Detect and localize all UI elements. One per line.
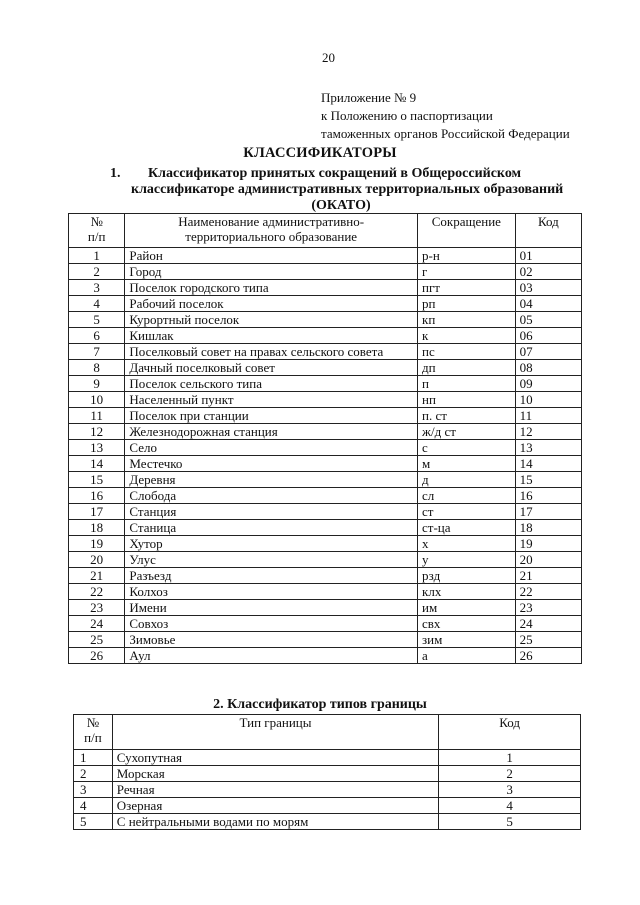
cell-code: 01	[515, 248, 581, 264]
header-abbreviation: Сокращение	[418, 214, 516, 248]
cell-number: 20	[69, 552, 125, 568]
table-row	[69, 536, 582, 552]
header-name: Наименование административно- территориального образование	[125, 214, 418, 248]
cell-code: 2	[439, 766, 581, 782]
cell-name: Улус	[125, 552, 418, 568]
table-row	[69, 408, 582, 424]
cell-number: 11	[69, 408, 125, 424]
cell-name: Населенный пункт	[125, 392, 418, 408]
cell-code: 06	[515, 328, 581, 344]
cell-code: 12	[515, 424, 581, 440]
cell-name: Слобода	[125, 488, 418, 504]
cell-code: 4	[439, 798, 581, 814]
cell-number: 16	[69, 488, 125, 504]
cell-code: 07	[515, 344, 581, 360]
table-row	[69, 600, 582, 616]
table-row	[69, 248, 582, 264]
cell-number: 25	[69, 632, 125, 648]
cell-code: 26	[515, 648, 581, 664]
cell-abbreviation: рзд	[418, 568, 516, 584]
header-number: № п/п	[69, 214, 125, 248]
border-types-table	[73, 714, 581, 830]
cell-code: 21	[515, 568, 581, 584]
cell-abbreviation: с	[418, 440, 516, 456]
cell-number: 3	[69, 280, 125, 296]
section-1-number: 1.	[110, 166, 121, 181]
cell-code: 20	[515, 552, 581, 568]
cell-number: 1	[69, 248, 125, 264]
table-row	[69, 648, 582, 664]
cell-abbreviation: им	[418, 600, 516, 616]
table-row	[69, 424, 582, 440]
cell-abbreviation: пс	[418, 344, 516, 360]
table-row	[74, 798, 581, 814]
cell-number: 4	[69, 296, 125, 312]
section-1-title-line-2: классификаторе административных территориальных образований	[131, 182, 564, 197]
cell-abbreviation: х	[418, 536, 516, 552]
table-row	[69, 616, 582, 632]
cell-name: Город	[125, 264, 418, 280]
table-row	[69, 504, 582, 520]
cell-number: 12	[69, 424, 125, 440]
cell-abbreviation: пгт	[418, 280, 516, 296]
cell-number: 9	[69, 376, 125, 392]
cell-number: 23	[69, 600, 125, 616]
table-row	[69, 360, 582, 376]
cell-name: Поселок при станции	[125, 408, 418, 424]
cell-code: 15	[515, 472, 581, 488]
cell-border-type: Морская	[112, 766, 438, 782]
cell-code: 1	[439, 750, 581, 766]
table-row	[69, 392, 582, 408]
table-row	[69, 472, 582, 488]
cell-border-type: Озерная	[112, 798, 438, 814]
cell-code: 14	[515, 456, 581, 472]
table-header-row	[74, 715, 581, 750]
table-row	[69, 520, 582, 536]
table-row	[69, 552, 582, 568]
cell-number: 21	[69, 568, 125, 584]
cell-number: 8	[69, 360, 125, 376]
cell-code: 04	[515, 296, 581, 312]
cell-number: 19	[69, 536, 125, 552]
table-row	[74, 782, 581, 798]
header-number: № п/п	[74, 715, 113, 750]
table-row	[69, 264, 582, 280]
cell-number: 2	[69, 264, 125, 280]
table-row	[74, 766, 581, 782]
section-2-title: 2. Классификатор типов границы	[213, 697, 427, 712]
cell-name: Совхоз	[125, 616, 418, 632]
cell-name: Станица	[125, 520, 418, 536]
cell-abbreviation: зим	[418, 632, 516, 648]
cell-abbreviation: ст	[418, 504, 516, 520]
cell-code: 25	[515, 632, 581, 648]
appendix-line-3: таможенных органов Российской Федерации	[321, 126, 570, 141]
cell-abbreviation: р-н	[418, 248, 516, 264]
section-1-title-line-3: (ОКАТО)	[311, 198, 371, 213]
cell-name: Аул	[125, 648, 418, 664]
cell-number: 26	[69, 648, 125, 664]
cell-number: 5	[74, 814, 113, 830]
cell-border-type: Сухопутная	[112, 750, 438, 766]
cell-name: Кишлак	[125, 328, 418, 344]
cell-number: 4	[74, 798, 113, 814]
cell-number: 1	[74, 750, 113, 766]
cell-name: Село	[125, 440, 418, 456]
cell-code: 17	[515, 504, 581, 520]
cell-name: Станция	[125, 504, 418, 520]
cell-abbreviation: у	[418, 552, 516, 568]
cell-code: 24	[515, 616, 581, 632]
cell-name: Колхоз	[125, 584, 418, 600]
table-row	[69, 488, 582, 504]
page-number: 20	[322, 50, 335, 65]
table-row	[69, 344, 582, 360]
okato-abbreviations-table	[68, 213, 582, 664]
cell-name: Рабочий поселок	[125, 296, 418, 312]
table-row	[74, 750, 581, 766]
cell-number: 18	[69, 520, 125, 536]
cell-abbreviation: свх	[418, 616, 516, 632]
table-row	[69, 568, 582, 584]
cell-number: 3	[74, 782, 113, 798]
cell-abbreviation: сл	[418, 488, 516, 504]
cell-border-type: Речная	[112, 782, 438, 798]
section-1-title	[110, 166, 600, 214]
section-1-title-line-1: Классификатор принятых сокращений в Общероссийском	[148, 166, 522, 181]
table-row	[69, 280, 582, 296]
cell-code: 18	[515, 520, 581, 536]
cell-abbreviation: д	[418, 472, 516, 488]
table-row	[69, 328, 582, 344]
table-row	[69, 632, 582, 648]
main-title: КЛАССИФИКАТОРЫ	[243, 145, 397, 161]
cell-code: 03	[515, 280, 581, 296]
cell-abbreviation: п. ст	[418, 408, 516, 424]
cell-abbreviation: к	[418, 328, 516, 344]
cell-code: 23	[515, 600, 581, 616]
cell-abbreviation: ж/д ст	[418, 424, 516, 440]
cell-code: 05	[515, 312, 581, 328]
table-row	[69, 584, 582, 600]
cell-code: 02	[515, 264, 581, 280]
cell-code: 11	[515, 408, 581, 424]
cell-number: 13	[69, 440, 125, 456]
cell-number: 17	[69, 504, 125, 520]
cell-code: 3	[439, 782, 581, 798]
header-code: Код	[439, 715, 581, 750]
header-border-type: Тип границы	[112, 715, 438, 750]
cell-code: 22	[515, 584, 581, 600]
cell-number: 2	[74, 766, 113, 782]
table-row	[69, 296, 582, 312]
table-row	[74, 814, 581, 830]
cell-number: 7	[69, 344, 125, 360]
cell-code: 16	[515, 488, 581, 504]
header-code: Код	[515, 214, 581, 248]
cell-number: 6	[69, 328, 125, 344]
cell-abbreviation: кп	[418, 312, 516, 328]
cell-name: Хутор	[125, 536, 418, 552]
table-row	[69, 312, 582, 328]
cell-abbreviation: м	[418, 456, 516, 472]
cell-number: 14	[69, 456, 125, 472]
table-header-row	[69, 214, 582, 248]
cell-number: 10	[69, 392, 125, 408]
table-row	[69, 440, 582, 456]
cell-name: Поселок сельского типа	[125, 376, 418, 392]
cell-abbreviation: рп	[418, 296, 516, 312]
cell-name: Поселковый совет на правах сельского совета	[125, 344, 418, 360]
table-row	[69, 376, 582, 392]
cell-name: Зимовье	[125, 632, 418, 648]
cell-abbreviation: ст-ца	[418, 520, 516, 536]
appendix-line-1: Приложение № 9	[321, 90, 417, 105]
cell-abbreviation: п	[418, 376, 516, 392]
cell-number: 24	[69, 616, 125, 632]
cell-name: Разъезд	[125, 568, 418, 584]
cell-name: Дачный поселковый совет	[125, 360, 418, 376]
cell-abbreviation: клх	[418, 584, 516, 600]
cell-name: Железнодорожная станция	[125, 424, 418, 440]
cell-number: 5	[69, 312, 125, 328]
cell-border-type: С нейтральными водами по морям	[112, 814, 438, 830]
table-row	[69, 456, 582, 472]
appendix-line-2: к Положению о паспортизации	[321, 108, 493, 123]
cell-code: 08	[515, 360, 581, 376]
cell-name: Поселок городского типа	[125, 280, 418, 296]
cell-name: Район	[125, 248, 418, 264]
cell-code: 19	[515, 536, 581, 552]
cell-abbreviation: а	[418, 648, 516, 664]
cell-abbreviation: нп	[418, 392, 516, 408]
cell-number: 15	[69, 472, 125, 488]
cell-name: Местечко	[125, 456, 418, 472]
cell-number: 22	[69, 584, 125, 600]
cell-code: 09	[515, 376, 581, 392]
cell-name: Деревня	[125, 472, 418, 488]
cell-code: 5	[439, 814, 581, 830]
cell-name: Имени	[125, 600, 418, 616]
appendix-header	[321, 89, 570, 143]
cell-abbreviation: г	[418, 264, 516, 280]
cell-abbreviation: дп	[418, 360, 516, 376]
cell-code: 13	[515, 440, 581, 456]
cell-name: Курортный поселок	[125, 312, 418, 328]
cell-code: 10	[515, 392, 581, 408]
